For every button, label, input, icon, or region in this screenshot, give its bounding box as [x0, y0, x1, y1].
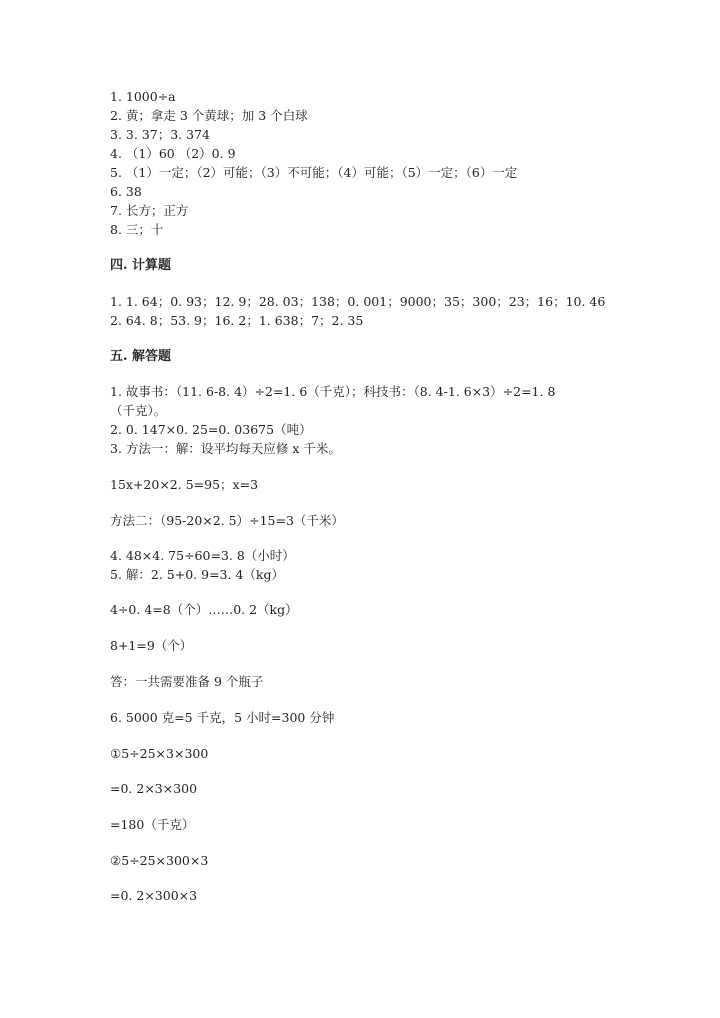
calc-line-2: 2. 64. 8；53. 9；16. 2；1. 638；7；2. 35 — [110, 313, 364, 328]
answer-line-4: 4. （1）60 （2）0. 9 — [110, 146, 236, 161]
solution-line-7: 4. 48×4. 75÷60=3. 8（小时） — [110, 548, 295, 563]
solution-line-11: 答：一共需要准备 9 个瓶子 — [110, 674, 264, 689]
solution-line-8: 5. 解：2. 5+0. 9=3. 4（kg） — [110, 567, 284, 582]
solution-line-3: 2. 0. 147×0. 25=0. 03675（吨） — [110, 422, 312, 437]
solution-line-12: 6. 5000 克=5 千克，5 小时=300 分钟 — [110, 710, 335, 725]
solution-line-6: 方法二：（95-20×2. 5）÷15=3（千米） — [110, 513, 344, 528]
answer-line-2: 2. 黄；拿走 3 个黄球；加 3 个白球 — [110, 108, 308, 123]
solution-line-13: ①5÷25×3×300 — [110, 746, 209, 761]
solution-line-16: ②5÷25×300×3 — [110, 853, 209, 868]
solution-line-15: =180（千克） — [110, 817, 195, 832]
solution-line-5: 15x+20×2. 5=95；x=3 — [110, 477, 259, 492]
solution-line-10: 8+1=9（个） — [110, 638, 193, 653]
answer-line-7: 7. 长方；正方 — [110, 203, 189, 218]
answer-line-1: 1. 1000÷a — [110, 89, 176, 104]
solution-line-14: =0. 2×3×300 — [110, 781, 198, 796]
answer-line-3: 3. 3. 37；3. 374 — [110, 127, 210, 142]
solution-line-2: （千克）。 — [110, 403, 167, 418]
section-heading-calculation: 四. 计算题 — [110, 258, 172, 273]
answer-line-8: 8. 三；十 — [110, 222, 164, 237]
solution-line-4: 3. 方法一：解：设平均每天应修 x 千米。 — [110, 441, 341, 456]
solution-line-17: =0. 2×300×3 — [110, 888, 198, 903]
calc-line-1: 1. 1. 64；0. 93；12. 9；28. 03；138；0. 001；9000；35；300；23；16；10. 46 — [110, 294, 606, 309]
solution-line-9: 4÷0. 4=8（个）……0. 2（kg） — [110, 602, 298, 617]
solution-line-1: 1. 故事书：（11. 6-8. 4）÷2=1. 6（千克）；科技书：（8. 4-1. 6×3）÷2=1. 8 — [110, 384, 556, 399]
answer-line-6: 6. 38 — [110, 184, 142, 199]
answer-line-5: 5. （1）一定；（2）可能；（3）不可能；（4）可能；（5）一定；（6）一定 — [110, 165, 518, 180]
section-heading-word-problems: 五. 解答题 — [110, 349, 172, 364]
